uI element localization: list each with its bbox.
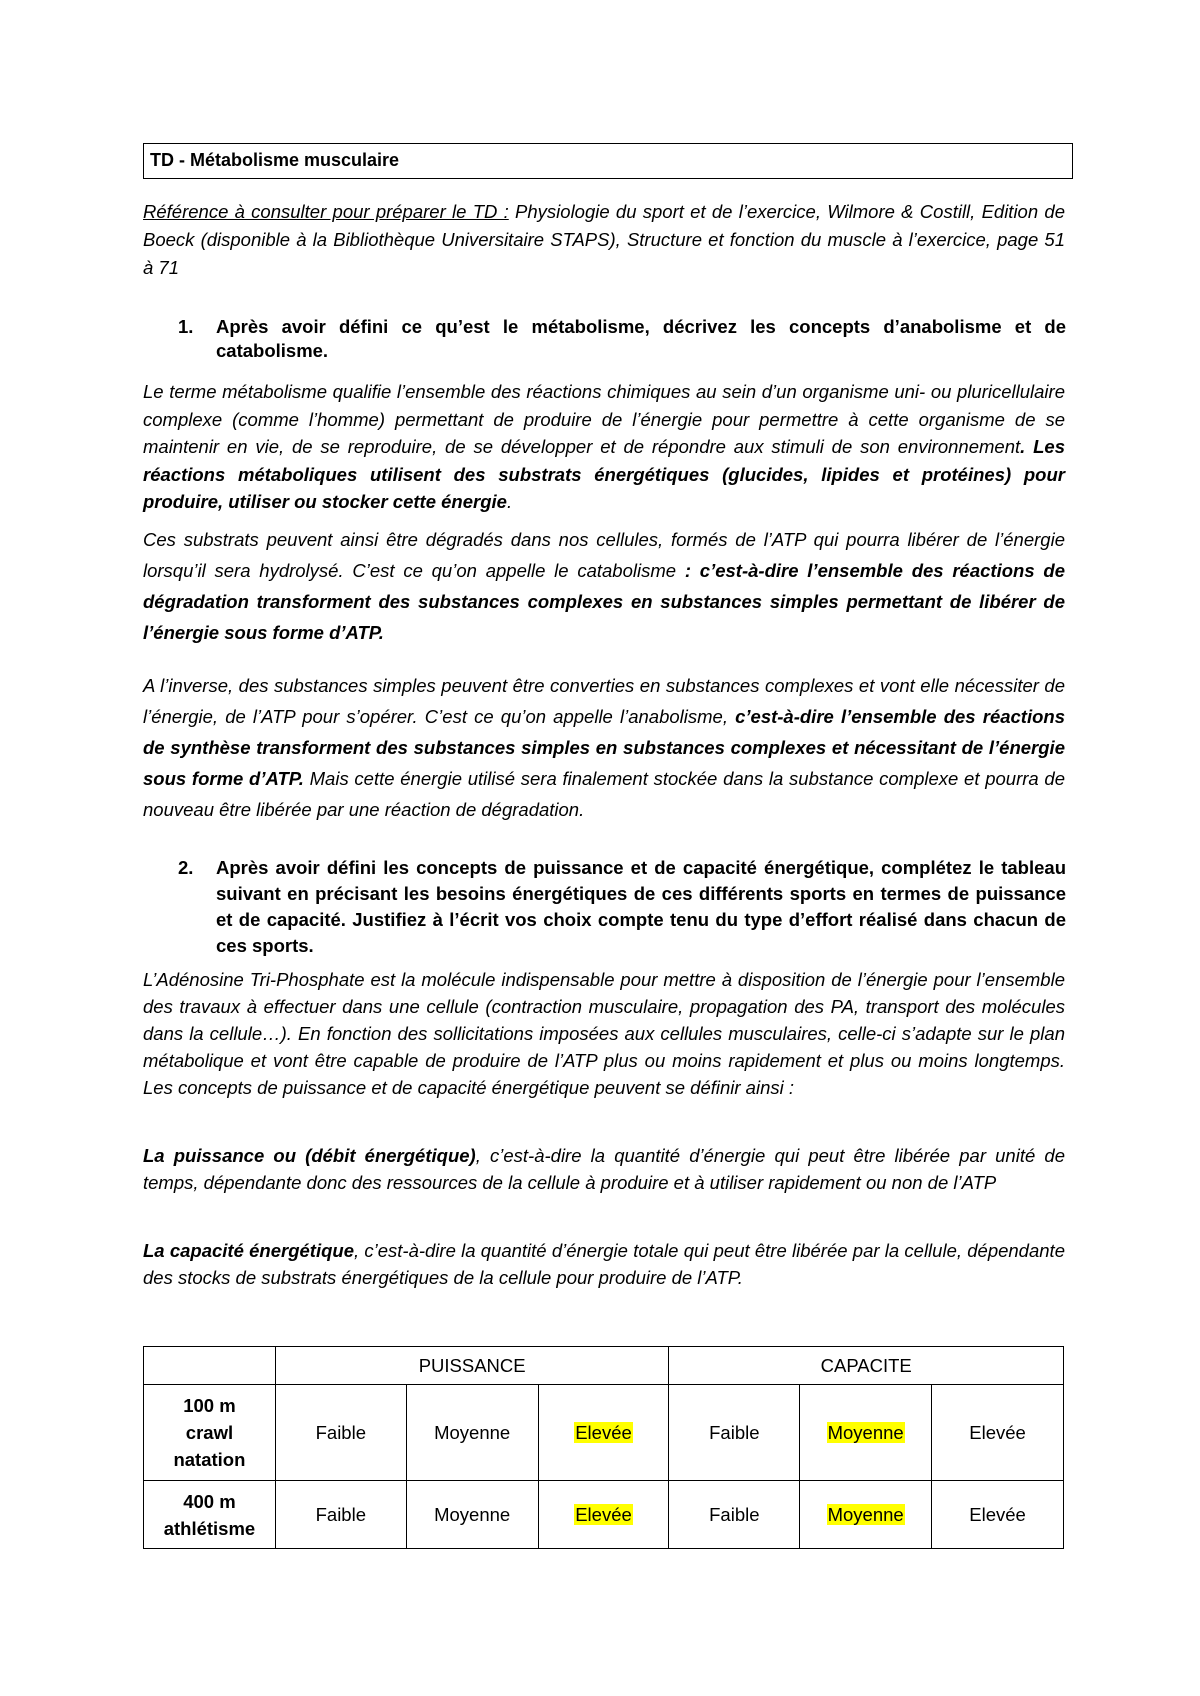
puissance-term: La puissance ou (débit énergétique) bbox=[143, 1145, 476, 1166]
cell-value: Moyenne bbox=[434, 1421, 511, 1443]
energy-table bbox=[143, 1346, 1064, 1549]
capacite-term: La capacité énergétique bbox=[143, 1240, 354, 1261]
reference-label: Référence à consulter pour préparer le TD : bbox=[143, 201, 509, 222]
cell-value: Moyenne bbox=[434, 1503, 511, 1525]
answer-2-paragraph-puissance bbox=[143, 1142, 1065, 1196]
cell-value: Faible bbox=[315, 1421, 366, 1443]
answer-2-paragraph-capacite bbox=[143, 1237, 1065, 1291]
answer-1-p3-part-a: A l’inverse, des substances simples peuvent être converties en substances complexes et vont elle nécessiter de l’énergie, de l’ATP pour s’opérer. C’est ce qu’on appelle l’anabolisme, bbox=[143, 675, 1065, 727]
answer-1-paragraph-1 bbox=[143, 378, 1065, 516]
page-title: TD - Métabolisme musculaire bbox=[143, 143, 1073, 179]
table-header-row bbox=[144, 1347, 1064, 1385]
header-puissance: PUISSANCE bbox=[275, 1347, 669, 1385]
reference-text: Physiologie du sport et de l’exercice, Wilmore & Costill, Edition de Boeck (disponible à la Bibliothèque Universitaire STAPS), Structure et fonction du muscle à l’exercice, page 51 à 71 bbox=[143, 201, 1065, 278]
answer-1-p3-part-b: c’est-à-dire l’ensemble des réactions de synthèse transforment des substances simples en substances complexes et nécessitant de l’énergie sous forme d’ATP. bbox=[143, 706, 1065, 789]
answer-1-paragraph-2 bbox=[143, 524, 1065, 648]
row-label-line: 100 m bbox=[183, 1395, 236, 1416]
table-cell bbox=[800, 1385, 932, 1481]
question-1-number: 1. bbox=[178, 316, 194, 337]
answer-2-paragraph-1: L’Adénosine Tri-Phosphate est la molécule indispensable pour mettre à disposition de l’énergie pour l’ensemble des travaux à effectuer dans une cellule (contraction musculaire, propagation des PA, transport des molécules dans la cellule…). En fonction des sollicitations imposées aux cellules musculaires, celle-ci s’adapte sur le plan métabolique et vont être capable de produire de l’ATP plus ou moins rapidement et plus ou moins longtemps. Les concepts de puissance et de capacité énergétique peuvent se définir ainsi : bbox=[143, 969, 1065, 1098]
capacite-definition: , c’est-à-dire la quantité d’énergie totale qui peut être libérée par la cellule, dépendante des stocks de substrats énergétiques de la cellule pour produire de l’ATP. bbox=[143, 1240, 1065, 1288]
table-cell bbox=[800, 1481, 932, 1549]
header-capacite: CAPACITE bbox=[669, 1347, 1064, 1385]
row-label-line: natation bbox=[173, 1449, 246, 1470]
question-2-text: Après avoir défini les concepts de puissance et de capacité énergétique, complétez le tableau suivant en précisant les besoins énergétiques de ces différents sports en termes de puissance et de capacité. Justifiez à l’écrit vos choix compte tenu du type d’effort réalisé dans chacun de ces sports. bbox=[216, 857, 1066, 956]
question-2 bbox=[143, 855, 1065, 965]
table-row bbox=[144, 1385, 1064, 1481]
table-corner-cell bbox=[144, 1347, 276, 1385]
cell-value: Elevée bbox=[969, 1503, 1026, 1525]
table-cell bbox=[538, 1481, 669, 1549]
cell-value: Faible bbox=[709, 1421, 760, 1443]
table-cell bbox=[669, 1481, 800, 1549]
answer-1-p1-part-a: Le terme métabolisme qualifie l’ensemble des réactions chimiques au sein d’un organisme uni- ou pluricellulaire complexe (comme l’homme) permettant de produire de l’énergie pour permettre à cette organisme de se maintenir en vie, de se reproduire, de se développer et de répondre aux stimuli de son environnement bbox=[143, 381, 1065, 457]
answer-1-p2-part-b: : c’est-à-dire l’ensemble des réactions de dégradation transforment des substances complexes en substances simples permettant de libérer de l’énergie sous forme d’ATP. bbox=[143, 560, 1065, 643]
table-cell bbox=[538, 1385, 669, 1481]
row-label bbox=[144, 1385, 276, 1481]
question-1-text: Après avoir défini ce qu’est le métabolisme, décrivez les concepts d’anabolisme et de catabolisme. bbox=[216, 316, 1066, 361]
question-2-number: 2. bbox=[178, 857, 194, 878]
table-cell bbox=[932, 1481, 1064, 1549]
answer-1-p1-part-b: . Les réactions métaboliques utilisent des substrats énergétiques (glucides, lipides et protéines) pour produire, utiliser ou stocker cette énergie bbox=[143, 436, 1065, 512]
row-label-line: 400 m bbox=[183, 1490, 236, 1512]
row-label-line: athlétisme bbox=[163, 1517, 256, 1539]
table-row bbox=[144, 1481, 1064, 1549]
cell-value: Elevée bbox=[969, 1421, 1026, 1443]
table-cell bbox=[932, 1385, 1064, 1481]
puissance-definition: , c’est-à-dire la quantité d’énergie qui peut être libérée par unité de temps, dépendante donc des ressources de la cellule à produire et à utiliser rapidement ou non de l’ATP bbox=[143, 1145, 1065, 1193]
cell-value-highlighted: Elevée bbox=[575, 1503, 632, 1525]
table-cell bbox=[669, 1385, 800, 1481]
table-cell bbox=[275, 1481, 406, 1549]
reference-paragraph bbox=[143, 198, 1065, 282]
row-label bbox=[144, 1481, 276, 1549]
cell-value-highlighted: Moyenne bbox=[827, 1421, 904, 1443]
question-1 bbox=[143, 315, 1065, 371]
row-label-line: crawl bbox=[185, 1422, 234, 1443]
table-cell bbox=[406, 1385, 538, 1481]
table-cell bbox=[406, 1481, 538, 1549]
cell-value: Faible bbox=[709, 1503, 760, 1525]
answer-1-paragraph-3 bbox=[143, 670, 1065, 825]
cell-value: Faible bbox=[315, 1503, 366, 1525]
cell-value-highlighted: Moyenne bbox=[827, 1503, 904, 1525]
answer-1-p1-part-c: . bbox=[506, 491, 513, 512]
cell-value-highlighted: Elevée bbox=[575, 1421, 632, 1443]
table-cell bbox=[275, 1385, 406, 1481]
answer-1-p2-part-a: Ces substrats peuvent ainsi être dégradés dans nos cellules, formés de l’ATP qui pourra libérer de l’énergie lorsqu’il sera hydrolysé. C’est ce qu’on appelle le catabolisme bbox=[143, 529, 1065, 581]
answer-1-p3-part-c: Mais cette énergie utilisé sera finalement stockée dans la substance complexe et pourra de nouveau être libérée par une réaction de dégradation. bbox=[143, 768, 1066, 820]
